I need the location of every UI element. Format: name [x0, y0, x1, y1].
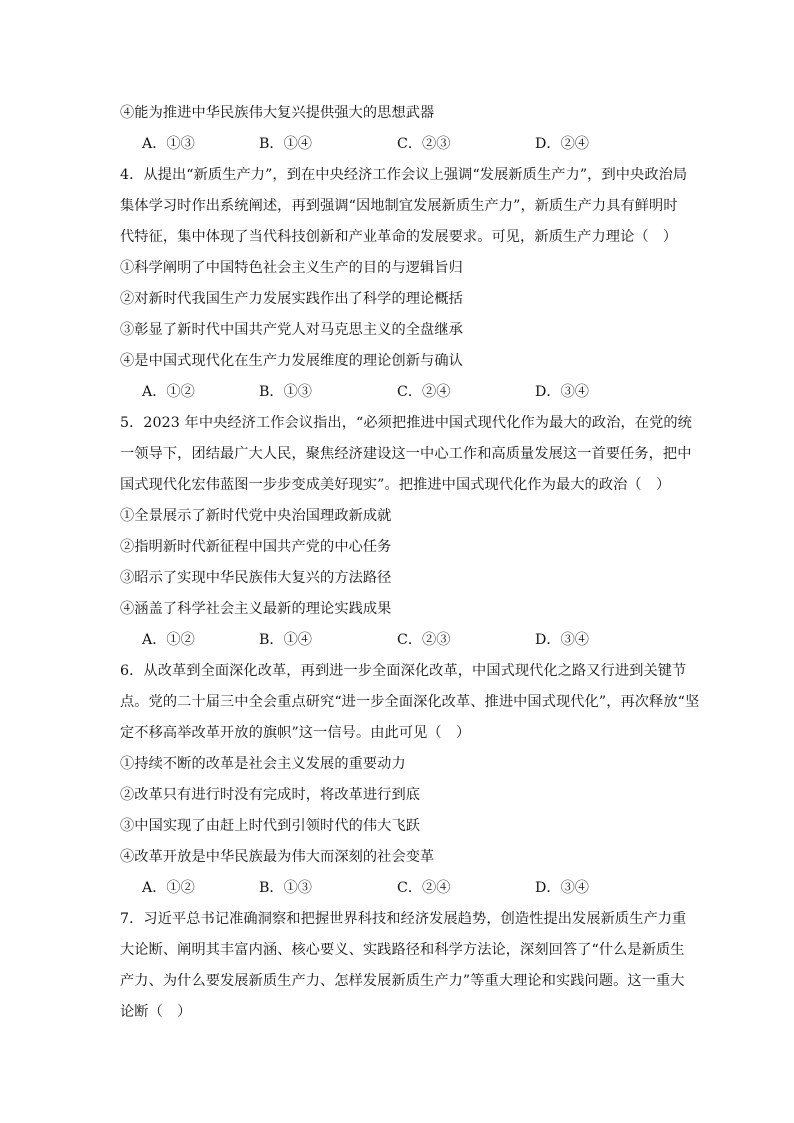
- q5-stem-line: 国式现代化宏伟蓝图一步步变成美好现实”。把推进中国式现代化作为最大的政治（ ）: [120, 477, 671, 493]
- q7-stem-line: 论断（ ）: [120, 1004, 192, 1020]
- question-6: [120, 656, 700, 904]
- q6-statement-4: ④改革开放是中华民族最为伟大而深刻的社会变革: [120, 849, 435, 865]
- q4-statement-3: ③彰显了新时代中国共产党人对马克思主义的全盘继承: [120, 322, 463, 338]
- q5-stem-line: 一领导下，团结最广大人民，聚焦经济建设这一中心工作和高质量发展这一首要任务，把中: [120, 446, 692, 462]
- question-4: [120, 160, 688, 408]
- q5-statement-3: ③昭示了实现中华民族伟大复兴的方法路径: [120, 570, 392, 586]
- q6-stem-line: 定不移高举改革开放的旗帜”这一信号。由此可见（ ）: [120, 725, 471, 741]
- q4-stem-line: 代特征，集中体现了当代科技创新和产业革命的发展要求。可见，新质生产力理论（ ）: [120, 229, 678, 245]
- q4-statement-2: ②对新时代我国生产力发展实践作出了科学的理论概括: [120, 291, 463, 307]
- q7-stem-line: 大论断、阐明其丰富内涵、核心要义、实践路径和科学方法论，深刻回答了“什么是新质生: [120, 942, 685, 958]
- q6-option-a[interactable]: A．①②: [142, 880, 195, 896]
- q3-option-a[interactable]: A．①③: [142, 136, 195, 152]
- q6-option-b[interactable]: B．①③: [259, 880, 312, 896]
- q3-option-d[interactable]: D．②④: [535, 136, 589, 152]
- q4-option-a[interactable]: A．①②: [142, 384, 195, 400]
- q5-statement-1: ①全景展示了新时代党中央治国理政新成就: [120, 508, 392, 524]
- q6-stem-line: 点。党的二十届三中全会重点研究“进一步全面深化改革、推进中国式现代化”，再次释放“坚: [120, 694, 700, 710]
- q3-option-b[interactable]: B．①④: [259, 136, 312, 152]
- q6-options: [120, 873, 676, 904]
- q4-option-b[interactable]: B．①③: [259, 384, 312, 400]
- question-5: [120, 408, 692, 656]
- q5-option-d[interactable]: D．③④: [535, 632, 589, 648]
- q6-statement-2: ②改革只有进行时没有完成时，将改革进行到底: [120, 787, 421, 803]
- q6-statement-3: ③中国实现了由赶上时代到引领时代的伟大飞跃: [120, 818, 421, 834]
- q5-statement-4: ④涵盖了科学社会主义最新的理论实践成果: [120, 601, 392, 617]
- q7-stem-line: 7．习近平总书记准确洞察和把握世界科技和经济发展趋势，创造性提出发展新质生产力重: [120, 911, 687, 927]
- q3-options: [120, 129, 676, 160]
- q5-options: [120, 625, 676, 656]
- q4-options: [120, 377, 676, 408]
- q6-option-d[interactable]: D．③④: [535, 880, 589, 896]
- exam-page: [120, 98, 700, 1028]
- q4-stem-line: 4．从提出“新质生产力”，到在中央经济工作会议上强调“发展新质生产力”，到中央政治局: [120, 167, 688, 183]
- q7-stem-line: 产力、为什么要发展新质生产力、怎样发展新质生产力”等重大理论和实践问题。这一重大: [120, 973, 685, 989]
- q4-statement-4: ④是中国式现代化在生产力发展维度的理论创新与确认: [120, 353, 463, 369]
- q4-option-c[interactable]: C．②④: [397, 384, 451, 400]
- q4-option-d[interactable]: D．③④: [535, 384, 589, 400]
- q5-option-a[interactable]: A．①②: [142, 632, 195, 648]
- q3-option-c[interactable]: C．②③: [397, 136, 451, 152]
- q5-statement-2: ②指明新时代新征程中国共产党的中心任务: [120, 539, 392, 555]
- q6-option-c[interactable]: C．②④: [397, 880, 451, 896]
- q6-statement-1: ①持续不断的改革是社会主义发展的重要动力: [120, 756, 406, 772]
- q3-statement-4: ④能为推进中华民族伟大复兴提供强大的思想武器: [120, 105, 435, 121]
- q5-option-b[interactable]: B．①④: [259, 632, 312, 648]
- q4-statement-1: ①科学阐明了中国特色社会主义生产的目的与逻辑旨归: [120, 260, 463, 276]
- q5-stem-line: 5．2023 年中央经济工作会议指出，“必须把推进中国式现代化作为最大的政治，在党的统: [120, 415, 692, 431]
- q5-option-c[interactable]: C．②③: [397, 632, 451, 648]
- q6-stem-line: 6．从改革到全面深化改革，再到进一步全面深化改革，中国式现代化之路又行进到关键节: [120, 663, 687, 679]
- q4-stem-line: 集体学习时作出系统阐述，再到强调“因地制宜发展新质生产力”，新质生产力具有鲜明时: [120, 198, 678, 214]
- question-7: [120, 904, 687, 1028]
